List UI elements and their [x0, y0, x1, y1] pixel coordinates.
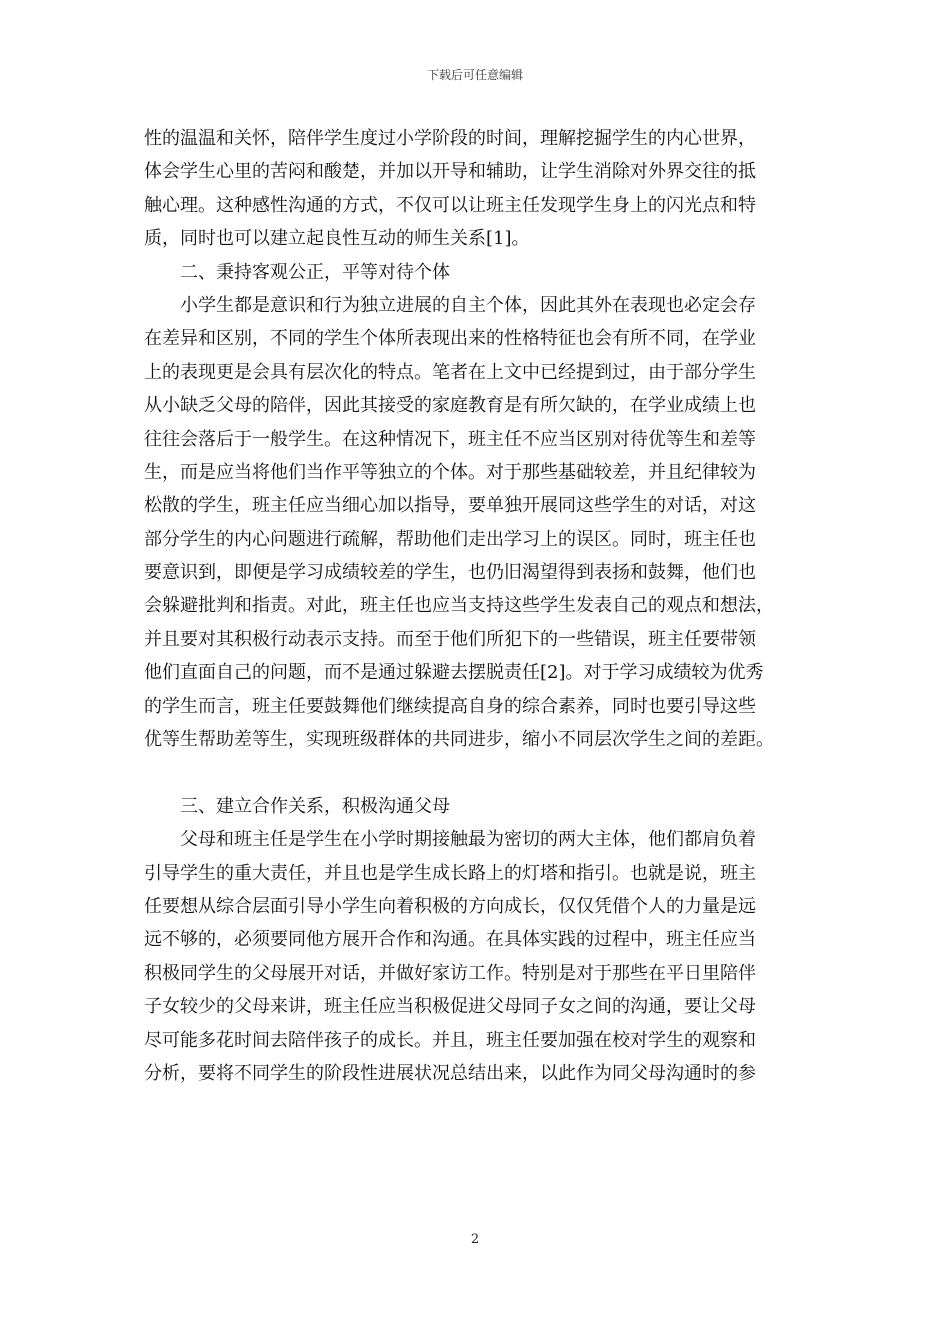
paragraph-line: 要意识到，即便是学习成绩较差的学生，也仍旧渴望得到表扬和鼓舞，他们也 [144, 562, 756, 584]
paragraph-line: 任要想从综合层面引导小学生向着积极的方向成长，仅仅凭借个人的力量是远 [144, 895, 756, 917]
paragraph-line: 的学生而言，班主任要鼓舞他们继续提高自身的综合素养，同时也要引导这些 [144, 695, 756, 717]
paragraph-line: 会躲避批判和指责。对此，班主任也应当支持这些学生发表自己的观点和想法， [144, 595, 774, 617]
page-number: 2 [470, 1232, 480, 1247]
paragraph-line: 引导学生的重大责任，并且也是学生成长路上的灯塔和指引。也就是说，班主 [144, 862, 756, 884]
paragraph-line: 往往会落后于一般学生。在这种情况下，班主任不应当区别对待优等生和差等 [144, 428, 756, 450]
paragraph-line: 体会学生心里的苦闷和酸楚，并加以开导和辅助，让学生消除对外界交往的抵 [144, 161, 756, 183]
document-body [144, 122, 824, 1090]
page-header: 下载后可任意编辑 [426, 68, 523, 82]
section-heading: 三、建立合作关系，积极沟通父母 [180, 795, 450, 817]
paragraph-line: 松散的学生，班主任应当细心加以指导，要单独开展同这些学生的对话，对这 [144, 495, 756, 517]
paragraph-line: 在差异和区别，不同的学生个体所表现出来的性格特征也会有所不同，在学业 [144, 328, 756, 350]
paragraph-line: 小学生都是意识和行为独立进展的自主个体，因此其外在表现也必定会存 [180, 294, 756, 316]
paragraph-line: 分析，要将不同学生的阶段性进展状况总结出来，以此作为同父母沟通时的参 [144, 1062, 756, 1084]
paragraph-line: 优等生帮助差等生，实现班级群体的共同进步，缩小不同层次学生之间的差距。 [144, 729, 774, 751]
section-heading: 二、秉持客观公正，平等对待个体 [180, 261, 450, 283]
paragraph-line: 子女较少的父母来讲，班主任应当积极促进父母同子女之间的沟通，要让父母 [144, 996, 756, 1018]
paragraph-line: 质，同时也可以建立起良性互动的师生关系[1]。 [144, 228, 530, 250]
paragraph-line: 部分学生的内心问题进行疏解，帮助他们走出学习上的误区。同时，班主任也 [144, 528, 756, 550]
paragraph-line: 性的温温和关怀，陪伴学生度过小学阶段的时间，理解挖掘学生的内心世界， [144, 128, 756, 149]
paragraph-line: 并且要对其积极行动表示支持。而至于他们所犯下的一些错误，班主任要带领 [144, 628, 756, 650]
blank-line [144, 756, 824, 789]
paragraph-line: 上的表现更是会具有层次化的特点。笔者在上文中已经提到过，由于部分学生 [144, 361, 756, 383]
paragraph-line: 父母和班主任是学生在小学时期接触最为密切的两大主体，他们都肩负着 [180, 829, 756, 851]
paragraph-line: 远不够的，必须要同他方展开合作和沟通。在具体实践的过程中，班主任应当 [144, 929, 756, 951]
paragraph-line: 从小缺乏父母的陪伴，因此其接受的家庭教育是有所欠缺的，在学业成绩上也 [144, 395, 756, 417]
paragraph-line: 生，而是应当将他们当作平等独立的个体。对于那些基础较差，并且纪律较为 [144, 461, 756, 483]
paragraph-line: 积极同学生的父母展开对话，并做好家访工作。特别是对于那些在平日里陪伴 [144, 962, 756, 984]
paragraph-line: 尽可能多花时间去陪伴孩子的成长。并且，班主任要加强在校对学生的观察和 [144, 1029, 756, 1051]
paragraph-line: 他们直面自己的问题，而不是通过躲避去摆脱责任[2]。对于学习成绩较为优秀 [144, 662, 764, 684]
paragraph-line: 触心理。这种感性沟通的方式，不仅可以让班主任发现学生身上的闪光点和特 [144, 194, 756, 216]
